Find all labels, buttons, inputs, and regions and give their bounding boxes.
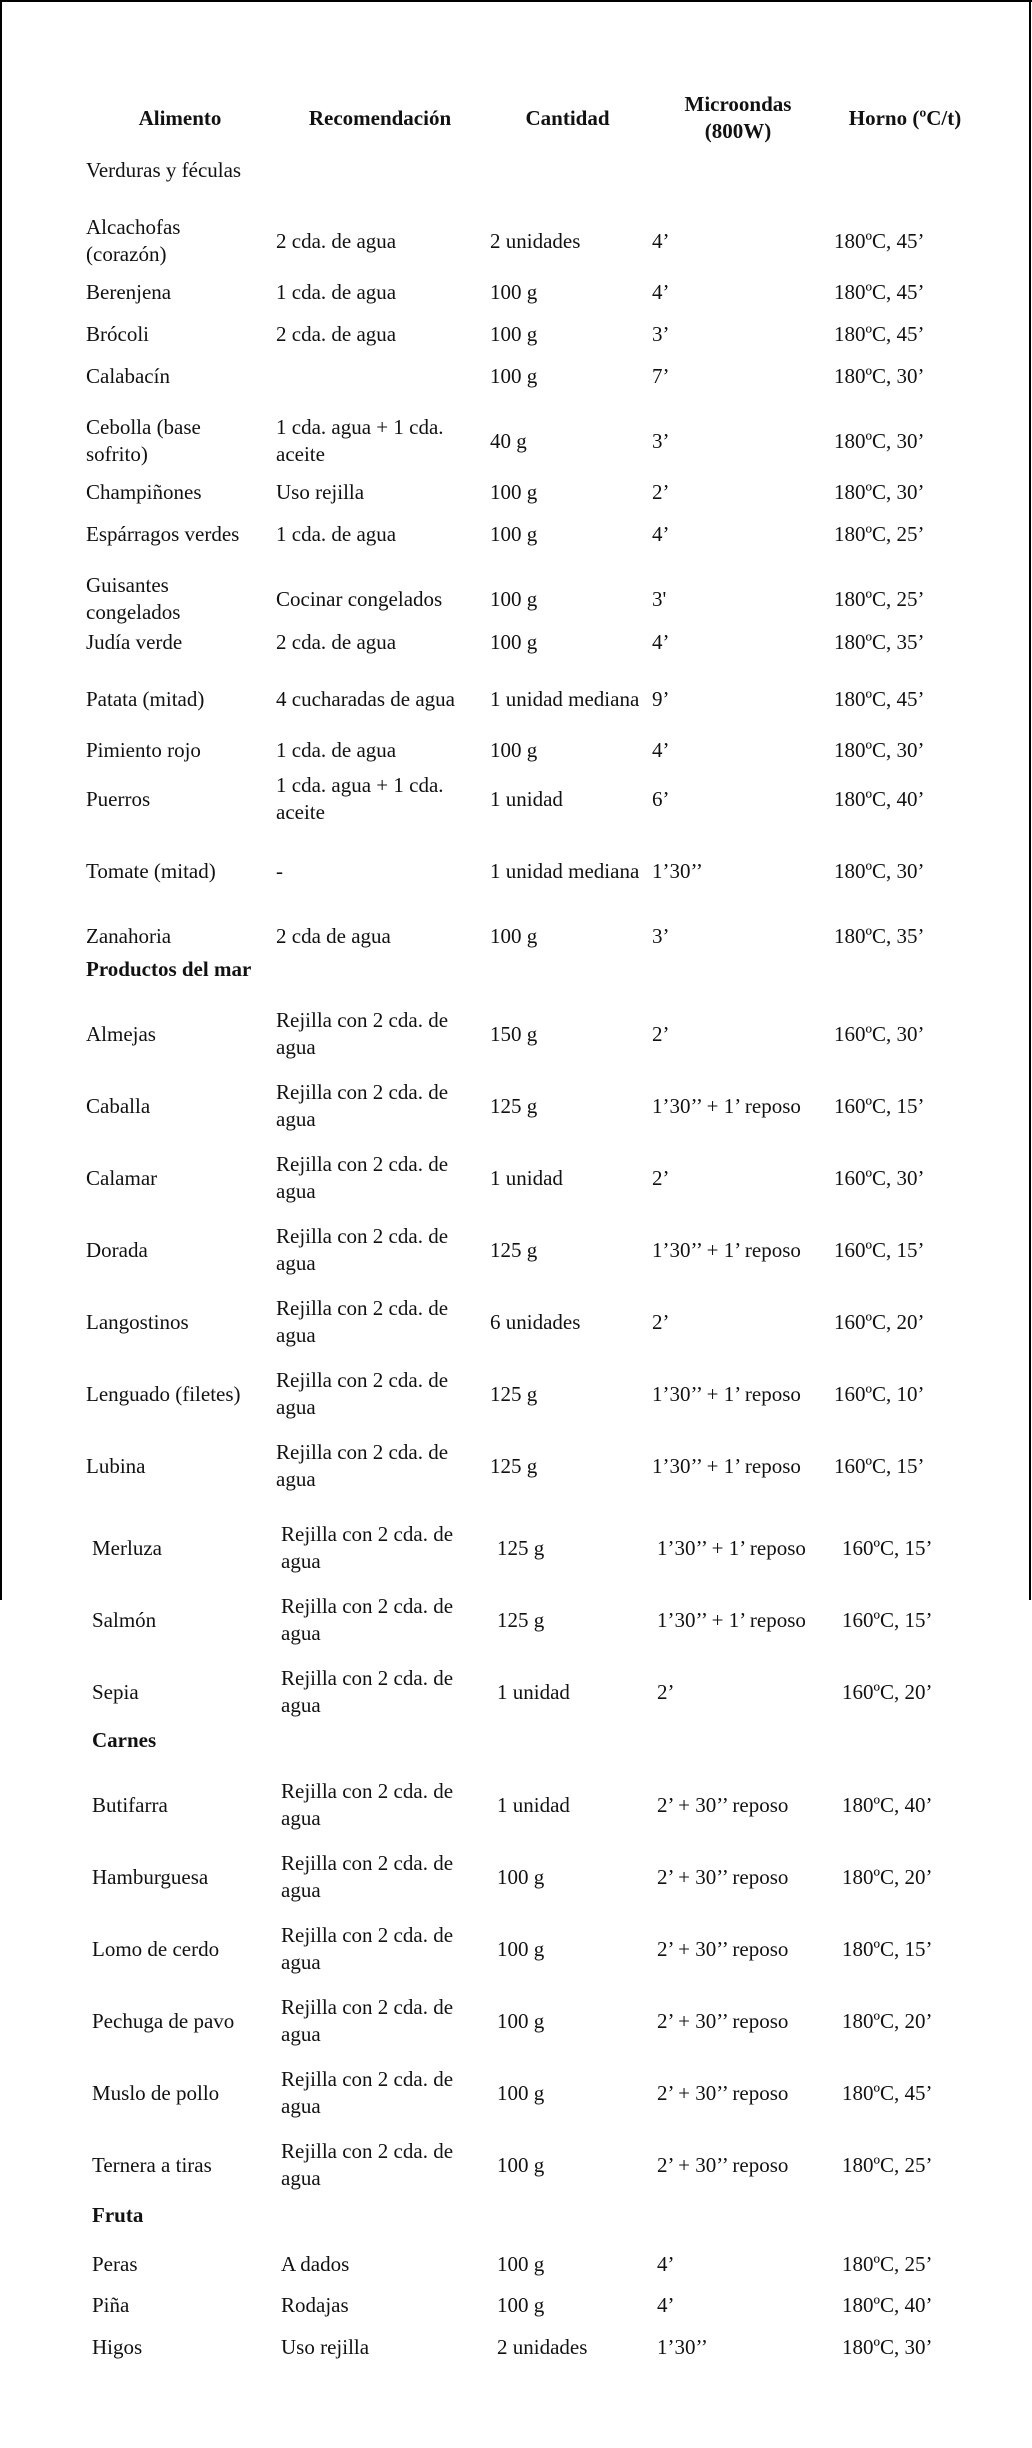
cell-cantidad: 1 unidad mediana xyxy=(490,686,640,711)
cell-cantidad: 125 g xyxy=(497,1607,545,1632)
cell-horno: 180ºC, 30’ xyxy=(834,363,925,388)
cell-alimento: Piña xyxy=(92,2292,130,2317)
cell-alimento: Champiñones xyxy=(86,479,202,504)
cell-microondas: 4’ xyxy=(652,279,670,304)
cell-cantidad: 100 g xyxy=(497,1936,545,1961)
table-row xyxy=(0,771,1032,827)
cell-microondas: 2’ xyxy=(657,1679,675,1704)
cell-cantidad: 40 g xyxy=(490,428,527,453)
table-row xyxy=(0,513,1032,555)
cell-horno: 180ºC, 20’ xyxy=(842,1864,933,1889)
table-row xyxy=(0,621,1032,663)
cell-recomendacion: Rejilla con 2 cda. de agua xyxy=(281,1594,454,1645)
cell-microondas: 2’ xyxy=(652,479,670,504)
cell-horno: 180ºC, 30’ xyxy=(842,2334,933,2359)
cell-alimento: Langostinos xyxy=(86,1309,189,1334)
cell-alimento: Higos xyxy=(92,2334,143,2359)
header-microondas: Microondas (800W) xyxy=(684,92,792,143)
cell-cantidad: 100 g xyxy=(490,737,538,762)
cell-microondas: 2’ xyxy=(652,1165,670,1190)
cell-horno: 180ºC, 25’ xyxy=(834,521,925,546)
table-row xyxy=(0,1366,1032,1422)
cell-alimento: Pimiento rojo xyxy=(86,737,201,762)
cell-recomendacion: 1 cda. de agua xyxy=(276,521,397,546)
cell-cantidad: 100 g xyxy=(490,321,538,346)
cell-alimento: Lenguado (filetes) xyxy=(86,1381,241,1406)
cell-recomendacion: 2 cda. de agua xyxy=(276,629,397,654)
cell-alimento: Hamburguesa xyxy=(92,1864,209,1889)
table-row xyxy=(0,915,1032,957)
cell-microondas: 3' xyxy=(652,586,667,611)
cell-recomendacion: 1 cda. agua + 1 cda. aceite xyxy=(276,415,444,466)
cell-microondas: 3’ xyxy=(652,321,670,346)
cell-alimento: Muslo de pollo xyxy=(92,2080,220,2105)
cell-microondas: 4’ xyxy=(652,521,670,546)
cell-microondas: 6’ xyxy=(652,786,670,811)
cell-alimento: Berenjena xyxy=(86,279,172,304)
cell-horno: 180ºC, 15’ xyxy=(842,1936,933,1961)
cell-alimento: Peras xyxy=(92,2251,138,2276)
cell-horno: 180ºC, 35’ xyxy=(834,629,925,654)
cell-horno: 160ºC, 15’ xyxy=(834,1093,925,1118)
cell-cantidad: 100 g xyxy=(497,1864,545,1889)
cell-cantidad: 125 g xyxy=(490,1453,538,1478)
table-row xyxy=(0,413,1032,469)
cell-alimento: Salmón xyxy=(92,1607,157,1632)
cell-alimento: Lubina xyxy=(86,1453,146,1478)
cell-recomendacion xyxy=(276,355,481,397)
cell-cantidad: 125 g xyxy=(497,1535,545,1560)
table-row xyxy=(0,1438,1032,1494)
table-row xyxy=(0,355,1032,397)
table-row xyxy=(0,729,1032,771)
table-row xyxy=(0,1777,1032,1833)
cell-microondas: 4’ xyxy=(652,737,670,762)
cell-recomendacion: Rejilla con 2 cda. de agua xyxy=(281,1779,454,1830)
cell-alimento: Puerros xyxy=(86,786,151,811)
table-row xyxy=(0,2137,1032,2193)
cell-cantidad: 100 g xyxy=(490,586,538,611)
cell-horno: 180ºC, 25’ xyxy=(842,2251,933,2276)
header-cantidad: Cantidad xyxy=(525,105,610,130)
cell-cantidad: 125 g xyxy=(490,1381,538,1406)
cell-recomendacion: Uso rejilla xyxy=(281,2334,370,2359)
section-title xyxy=(0,1727,1032,1757)
cell-microondas: 1’30’’ xyxy=(657,2334,708,2359)
cell-microondas: 1’30’’ + 1’ reposo xyxy=(652,1453,801,1478)
cell-alimento: Sepia xyxy=(92,1679,139,1704)
cell-microondas: 4’ xyxy=(657,2251,675,2276)
cell-microondas: 2’ + 30’’ reposo xyxy=(657,2008,789,2033)
cell-alimento: Butifarra xyxy=(92,1792,168,1817)
cell-recomendacion: Rejilla con 2 cda. de agua xyxy=(281,2139,454,2190)
cell-recomendacion: Rejilla con 2 cda. de agua xyxy=(276,1368,449,1419)
cell-horno: 160ºC, 20’ xyxy=(834,1309,925,1334)
cell-microondas: 2’ + 30’’ reposo xyxy=(657,2080,789,2105)
cell-recomendacion: 2 cda. de agua xyxy=(276,228,397,253)
cell-cantidad: 100 g xyxy=(490,629,538,654)
cell-horno: 180ºC, 20’ xyxy=(842,2008,933,2033)
cell-horno: 180ºC, 30’ xyxy=(834,737,925,762)
cell-horno: 180ºC, 30’ xyxy=(834,428,925,453)
cell-microondas: 9’ xyxy=(652,686,670,711)
cell-alimento: Dorada xyxy=(86,1237,148,1262)
cell-microondas: 1’30’’ + 1’ reposo xyxy=(657,1607,806,1632)
cell-recomendacion: 1 cda. de agua xyxy=(276,279,397,304)
cell-recomendacion: A dados xyxy=(281,2251,350,2276)
cell-horno: 180ºC, 45’ xyxy=(834,321,925,346)
cell-recomendacion: 4 cucharadas de agua xyxy=(276,686,455,711)
cell-horno: 160ºC, 30’ xyxy=(834,1165,925,1190)
cell-horno: 180ºC, 45’ xyxy=(834,686,925,711)
cell-microondas: 1’30’’ + 1’ reposo xyxy=(652,1093,801,1118)
table-row xyxy=(0,1921,1032,1977)
cell-cantidad: 125 g xyxy=(490,1093,538,1118)
table-row xyxy=(0,2327,1032,2367)
cell-microondas: 1’30’’ xyxy=(652,858,703,883)
table-row xyxy=(0,1078,1032,1134)
cell-microondas: 3’ xyxy=(652,923,670,948)
cell-alimento: Patata (mitad) xyxy=(86,686,205,711)
header-recomendacion: Recomendación xyxy=(308,105,452,130)
table-row xyxy=(0,2244,1032,2284)
table-row xyxy=(0,1150,1032,1206)
section-title-text: Carnes xyxy=(92,1728,157,1752)
cell-microondas: 7’ xyxy=(652,363,670,388)
page-border-top xyxy=(0,0,1032,2)
cell-alimento: Espárragos verdes xyxy=(86,521,240,546)
section-title xyxy=(0,956,1032,986)
cell-recomendacion: Rejilla con 2 cda. de agua xyxy=(276,1296,449,1347)
cell-horno: 180ºC, 45’ xyxy=(834,279,925,304)
table-row xyxy=(0,213,1032,269)
cell-alimento: Caballa xyxy=(86,1093,151,1118)
cell-alimento: Ternera a tiras xyxy=(92,2152,212,2177)
table-row xyxy=(0,1664,1032,1720)
cell-horno: 180ºC, 40’ xyxy=(842,2292,933,2317)
cell-recomendacion: Rejilla con 2 cda. de agua xyxy=(281,1666,454,1717)
cell-recomendacion: Rejilla con 2 cda. de agua xyxy=(276,1080,449,1131)
cell-microondas: 2’ + 30’’ reposo xyxy=(657,1936,789,1961)
cell-alimento: Brócoli xyxy=(86,321,149,346)
table-row xyxy=(0,1294,1032,1350)
table-row xyxy=(0,1222,1032,1278)
section-title-text: Fruta xyxy=(92,2203,144,2227)
cell-cantidad: 100 g xyxy=(497,2251,545,2276)
section-title xyxy=(0,157,1032,187)
cell-alimento: Almejas xyxy=(86,1021,156,1046)
table-row xyxy=(0,671,1032,727)
cell-alimento: Merluza xyxy=(92,1535,162,1560)
cell-alimento: Judía verde xyxy=(86,629,183,654)
cell-recomendacion: 2 cda de agua xyxy=(276,923,391,948)
cell-microondas: 2’ + 30’’ reposo xyxy=(657,2152,789,2177)
header-horno: Horno (ºC/t) xyxy=(848,105,962,130)
cell-cantidad: 100 g xyxy=(490,521,538,546)
cell-cantidad: 1 unidad mediana xyxy=(490,858,640,883)
cell-recomendacion: 1 cda. de agua xyxy=(276,737,397,762)
cell-microondas: 3’ xyxy=(652,428,670,453)
table-row xyxy=(0,471,1032,513)
cell-recomendacion: Uso rejilla xyxy=(276,479,365,504)
cell-microondas: 2’ + 30’’ reposo xyxy=(657,1792,789,1817)
cell-horno: 160ºC, 15’ xyxy=(834,1453,925,1478)
cell-recomendacion: Rejilla con 2 cda. de agua xyxy=(276,1008,449,1059)
cell-horno: 180ºC, 45’ xyxy=(834,228,925,253)
cell-cantidad: 100 g xyxy=(490,279,538,304)
cell-microondas: 4’ xyxy=(652,629,670,654)
cell-cantidad: 125 g xyxy=(490,1237,538,1262)
table-row xyxy=(0,1592,1032,1648)
cell-alimento: Tomate (mitad) xyxy=(86,858,216,883)
cell-alimento: Calabacín xyxy=(86,363,170,388)
cell-recomendacion: Rejilla con 2 cda. de agua xyxy=(281,2067,454,2118)
cell-microondas: 1’30’’ + 1’ reposo xyxy=(652,1237,801,1262)
cell-cantidad: 150 g xyxy=(490,1021,538,1046)
table-row xyxy=(0,2285,1032,2325)
cell-cantidad: 100 g xyxy=(497,2008,545,2033)
cell-recomendacion: Rejilla con 2 cda. de agua xyxy=(281,1923,454,1974)
cell-recomendacion: Rejilla con 2 cda. de agua xyxy=(281,1995,454,2046)
cell-microondas: 2’ xyxy=(652,1309,670,1334)
cell-cantidad: 1 unidad xyxy=(490,786,563,811)
cell-cantidad: 100 g xyxy=(490,923,538,948)
cell-cantidad: 100 g xyxy=(490,479,538,504)
cell-cantidad: 2 unidades xyxy=(497,2334,588,2359)
cell-alimento: Cebolla (base sofrito) xyxy=(86,415,201,466)
cell-cantidad: 1 unidad xyxy=(497,1679,570,1704)
table-row xyxy=(0,313,1032,355)
cell-alimento: Zanahoria xyxy=(86,923,172,948)
cell-microondas: 1’30’’ + 1’ reposo xyxy=(652,1381,801,1406)
table-row xyxy=(0,1520,1032,1576)
cell-recomendacion: 2 cda. de agua xyxy=(276,321,397,346)
cell-horno: 180ºC, 40’ xyxy=(834,786,925,811)
cell-cantidad: 100 g xyxy=(497,2080,545,2105)
table-row xyxy=(0,271,1032,313)
cell-cantidad: 100 g xyxy=(497,2292,545,2317)
cell-horno: 180ºC, 25’ xyxy=(834,586,925,611)
cell-horno: 160ºC, 15’ xyxy=(842,1607,933,1632)
cell-horno: 160ºC, 30’ xyxy=(834,1021,925,1046)
cell-recomendacion: Rodajas xyxy=(281,2292,349,2317)
cell-horno: 160ºC, 15’ xyxy=(842,1535,933,1560)
cell-cantidad: 6 unidades xyxy=(490,1309,581,1334)
cell-recomendacion: Cocinar congelados xyxy=(276,586,443,611)
cell-horno: 160ºC, 20’ xyxy=(842,1679,933,1704)
cell-cantidad: 100 g xyxy=(490,363,538,388)
table-row xyxy=(0,843,1032,899)
cell-alimento: Calamar xyxy=(86,1165,158,1190)
cell-microondas: 2’ + 30’’ reposo xyxy=(657,1864,789,1889)
cell-microondas: 4’ xyxy=(652,228,670,253)
cell-horno: 180ºC, 25’ xyxy=(842,2152,933,2177)
header-alimento: Alimento xyxy=(138,105,222,130)
cell-horno: 180ºC, 45’ xyxy=(842,2080,933,2105)
cell-recomendacion: Rejilla con 2 cda. de agua xyxy=(276,1152,449,1203)
cell-alimento: Lomo de cerdo xyxy=(92,1936,220,1961)
cell-microondas: 1’30’’ + 1’ reposo xyxy=(657,1535,806,1560)
cell-alimento: Guisantes congelados xyxy=(86,573,181,624)
cell-recomendacion: Rejilla con 2 cda. de agua xyxy=(276,1224,449,1275)
cell-microondas: 2’ xyxy=(652,1021,670,1046)
cell-alimento: Alcachofas (corazón) xyxy=(86,215,181,266)
cell-horno: 160ºC, 15’ xyxy=(834,1237,925,1262)
table-row xyxy=(0,1006,1032,1062)
section-title-text: Verduras y féculas xyxy=(86,158,242,182)
cell-recomendacion: Rejilla con 2 cda. de agua xyxy=(276,1440,449,1491)
cell-horno: 180ºC, 35’ xyxy=(834,923,925,948)
cell-horno: 180ºC, 30’ xyxy=(834,479,925,504)
cell-horno: 180ºC, 30’ xyxy=(834,858,925,883)
table-row xyxy=(0,1849,1032,1905)
cell-recomendacion: Rejilla con 2 cda. de agua xyxy=(281,1851,454,1902)
cell-cantidad: 1 unidad xyxy=(490,1165,563,1190)
cell-microondas: 4’ xyxy=(657,2292,675,2317)
cell-horno: 180ºC, 40’ xyxy=(842,1792,933,1817)
cell-recomendacion: Rejilla con 2 cda. de agua xyxy=(281,1522,454,1573)
cell-cantidad: 2 unidades xyxy=(490,228,581,253)
cell-alimento: Pechuga de pavo xyxy=(92,2008,235,2033)
cell-recomendacion: - xyxy=(276,858,283,883)
cell-cantidad: 100 g xyxy=(497,2152,545,2177)
table-row xyxy=(0,571,1032,627)
table-row xyxy=(0,2065,1032,2121)
section-title xyxy=(0,2202,1032,2232)
table-header xyxy=(0,90,1032,146)
table-row xyxy=(0,1993,1032,2049)
cell-horno: 160ºC, 10’ xyxy=(834,1381,925,1406)
cell-recomendacion: 1 cda. agua + 1 cda. aceite xyxy=(276,773,444,824)
section-title-text: Productos del mar xyxy=(86,957,252,981)
cell-cantidad: 1 unidad xyxy=(497,1792,570,1817)
